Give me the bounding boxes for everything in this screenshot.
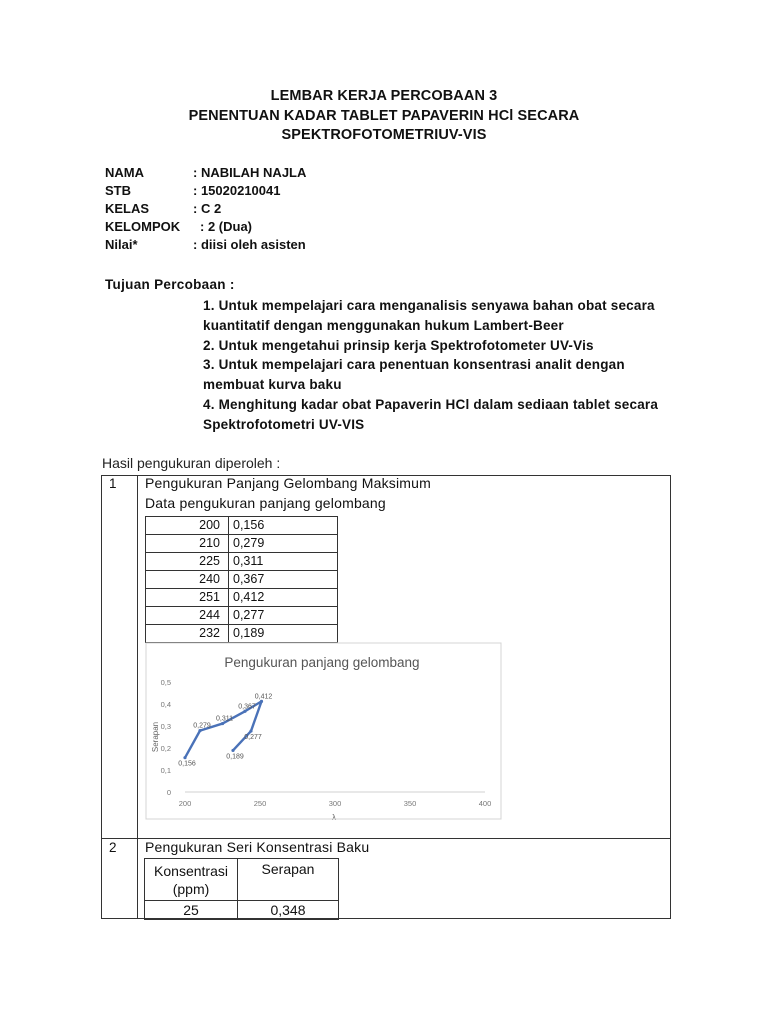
worksheet-subtitle-2: SPEKTROFOTOMETRIUV-VIS (281, 127, 487, 143)
chart-x-tick-label: 400 (478, 799, 492, 808)
table-row (146, 625, 338, 643)
chart-y-axis-label: Serapan (151, 721, 160, 753)
objective-item: 4. Menghitung kadar obat Papaverin HCl dalam sediaan tablet secara Spektrofotometri UV-VIS (203, 396, 659, 432)
identity-value: : 15020210041 (193, 183, 281, 198)
absorbance-cell: 0,367 (229, 571, 338, 589)
chart-x-axis-label: λ (332, 813, 336, 822)
concentration-cell: 25 (145, 901, 238, 920)
table-row (146, 553, 338, 571)
wavelength-cell: 210 (146, 535, 229, 553)
section-title: Pengukuran Seri Konsentrasi Baku (145, 839, 370, 855)
chart-y-tick-label: 0,5 (160, 678, 171, 687)
chart-data-label: 0,279 (193, 722, 211, 730)
objectives-heading: Tujuan Percobaan : (105, 277, 235, 292)
identity-value: : diisi oleh asisten (193, 237, 306, 252)
table-row (145, 901, 339, 920)
absorbance-cell: 0,189 (229, 625, 338, 643)
wavelength-cell: 200 (146, 517, 229, 535)
wavelength-cell: 232 (146, 625, 229, 643)
section-title: Pengukuran Panjang Gelombang Maksimum (145, 475, 431, 491)
absorbance-cell: 0,156 (229, 517, 338, 535)
absorbance-cell: 0,277 (229, 607, 338, 625)
concentration-header: Konsentrasi (ppm) (145, 859, 238, 901)
wavelength-table (145, 516, 338, 643)
chart-point (183, 756, 186, 759)
table-row (146, 571, 338, 589)
wavelength-cell: 244 (146, 607, 229, 625)
identity-label: Nilai* (105, 237, 138, 252)
identity-label: STB (105, 183, 131, 198)
chart-data-label: 0,277 (244, 734, 262, 742)
identity-value: : C 2 (193, 201, 222, 216)
table-row (146, 535, 338, 553)
worksheet-subtitle: PENENTUAN KADAR TABLET PAPAVERIN HCl SECARA (188, 108, 580, 124)
identity-value: : NABILAH NAJLA (193, 165, 307, 180)
table-row (146, 607, 338, 625)
table-row (146, 589, 338, 607)
section-subtitle: Data pengukuran panjang gelombang (145, 495, 386, 511)
absorbance-header: Serapan (238, 859, 339, 901)
objective-item: 3. Untuk mempelajari cara penentuan konsentrasi analit dengan membuat kurva baku (203, 357, 625, 393)
objective-item: 2. Untuk mengetahui prinsip kerja Spektrofotometer UV-Vis (203, 337, 594, 353)
chart-y-tick-label: 0,1 (160, 766, 171, 775)
chart-data-label: 0,367 (238, 703, 256, 711)
chart-x-tick-label: 300 (328, 799, 342, 808)
chart-data-label: 0,189 (226, 753, 244, 761)
chart-data-label: 0,412 (254, 693, 273, 701)
chart-title: Pengukuran panjang gelombang (224, 655, 420, 670)
chart-y-tick-label: 0 (166, 788, 171, 797)
table-row (146, 517, 338, 535)
objectives-list (203, 296, 683, 435)
chart-point (249, 729, 252, 732)
results-label: Hasil pengukuran diperoleh : (102, 455, 281, 471)
section-number: 1 (109, 476, 117, 491)
chart-x-tick-label: 250 (253, 799, 267, 808)
chart-y-tick-label: 0,3 (160, 722, 171, 731)
worksheet-title: LEMBAR KERJA PERCOBAAN 3 (270, 88, 498, 104)
wavelength-chart (145, 642, 505, 822)
table-header-row (145, 859, 339, 901)
standard-series-table (144, 858, 339, 920)
chart-point (231, 749, 234, 752)
absorbance-cell: 0,279 (229, 535, 338, 553)
section-number: 2 (109, 840, 117, 855)
identity-label: KELAS (105, 201, 150, 216)
absorbance-cell: 0,348 (238, 901, 339, 920)
chart-x-tick-label: 200 (178, 799, 192, 808)
absorbance-cell: 0,311 (229, 553, 338, 571)
chart-y-tick-label: 0,4 (160, 700, 171, 709)
chart-data-label: 0,156 (178, 760, 196, 768)
chart-data-label: 0,311 (216, 715, 233, 723)
objective-item: 1. Untuk mempelajari cara menganalisis senyawa bahan obat secara kuantitatif dengan menggunakan hukum Lambert-Beer (203, 298, 655, 333)
wavelength-cell: 251 (146, 589, 229, 607)
absorbance-cell: 0,412 (229, 589, 338, 607)
identity-label: KELOMPOK (105, 219, 181, 234)
chart-x-tick-label: 350 (403, 799, 417, 808)
identity-label: NAMA (105, 165, 144, 180)
wavelength-cell: 225 (146, 553, 229, 571)
table-column-divider (137, 475, 138, 919)
chart-y-tick-label: 0,2 (160, 744, 171, 753)
wavelength-cell: 240 (146, 571, 229, 589)
identity-value: : 2 (Dua) (200, 219, 252, 234)
